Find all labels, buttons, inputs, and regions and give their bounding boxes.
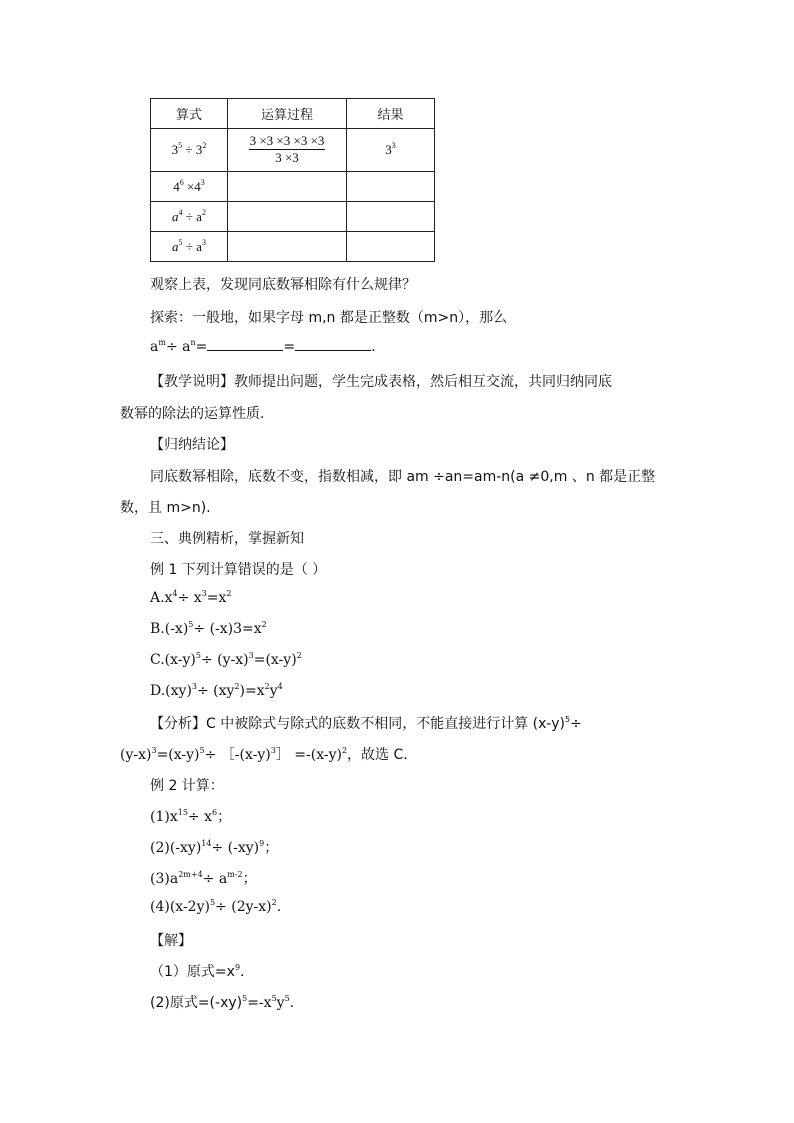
table-row: [151, 129, 435, 172]
cell-process: [228, 232, 347, 262]
cell-expression: $a^5 \div a^3$: [151, 232, 228, 262]
conclusion-text: 同底数幂相除，底数不变，指数相减，即 am ÷an=am-n(a ≠0,m 、n 都是正整: [150, 469, 656, 485]
example-1: 例 1 下列计算错误的是（ ）: [150, 562, 327, 578]
header-process: 运算过程: [228, 99, 347, 129]
option-c: $C.(x-y)^5\div (y-x)^3=(x-y)^2$: [150, 651, 302, 668]
header-expression: 算式: [151, 99, 228, 129]
exponent-table: [150, 98, 435, 262]
header-result: 结果: [347, 99, 435, 129]
conclusion-text-cont: 数，且 m>n).: [120, 500, 211, 516]
table-row: [151, 172, 435, 202]
solution-1: （1）原式$=x^9$.: [150, 963, 245, 980]
cell-expression: $4^6 \times 4^3$: [151, 172, 228, 202]
cell-process: [228, 129, 347, 172]
option-d: $D.(xy)^3\div (xy^2)=x^2y^4$: [150, 682, 283, 699]
table-header-row: [151, 99, 435, 129]
analysis-text-cont: $(y-x)^3=(x-y)^5\div$ $[-(x-y)^3] =-(x-y)^2$，故选 C.: [120, 746, 408, 763]
teaching-note-cont: 数幂的除法的运算性质.: [120, 406, 265, 422]
table-row: [151, 232, 435, 262]
cell-process: [228, 172, 347, 202]
solution-title: 【解】: [150, 933, 192, 949]
example-2: 例 2 计算：: [150, 778, 224, 794]
answer-blank[interactable]: [207, 339, 283, 351]
cell-result: [347, 232, 435, 262]
analysis-text: 【分析】C 中被除式与除式的底数不相同，不能直接进行计算 $(x-y)^5\div$: [150, 715, 582, 732]
conclusion-title: 【归纳结论】: [150, 437, 234, 453]
problem-2: $(2)(-xy)^{14}\div (-xy)^9$；: [150, 839, 279, 856]
solution-2: (2)原式$=(-xy)^5=-x^5y^5$.: [150, 994, 295, 1011]
option-a: $A.x^4\div x^3=x^2$: [150, 589, 232, 606]
cell-result: [347, 202, 435, 232]
problem-4: $(4)(x-2y)^5\div (2y-x)^2$.: [150, 898, 282, 915]
cell-process: [228, 202, 347, 232]
table-row: [151, 202, 435, 232]
option-b: $B.(-x)^5\div (-x)3=x^2$: [150, 620, 267, 637]
observe-question: 观察上表，发现同底数幂相除有什么规律？: [150, 277, 416, 293]
fraction: $\frac{3 \times 3 \times 3 \times 3 \times 3}{3 \times 3}$: [249, 132, 325, 166]
section-heading: 三、典例精析，掌握新知: [150, 531, 304, 547]
cell-expression: $3^5 \div 3^2$: [151, 129, 228, 172]
explore-text: 探索：一般地，如果字母 m,n 都是正整数（m>n），那么: [150, 310, 508, 326]
cell-result: $3^3$: [347, 129, 435, 172]
teaching-note: 【教学说明】教师提出问题，学生完成表格，然后相互交流，共同归纳同底: [150, 374, 612, 390]
problem-3: $(3)a^{2m+4}\div a^{m-2}$；: [150, 870, 257, 887]
answer-blank[interactable]: [295, 339, 371, 351]
cell-result: [347, 172, 435, 202]
cell-expression: $a^4 \div a^2$: [151, 202, 228, 232]
formula-line: $a^m\div a^n=$ = .: [150, 338, 376, 355]
problem-1: $(1)x^{15}\div x^6$；: [150, 808, 232, 825]
